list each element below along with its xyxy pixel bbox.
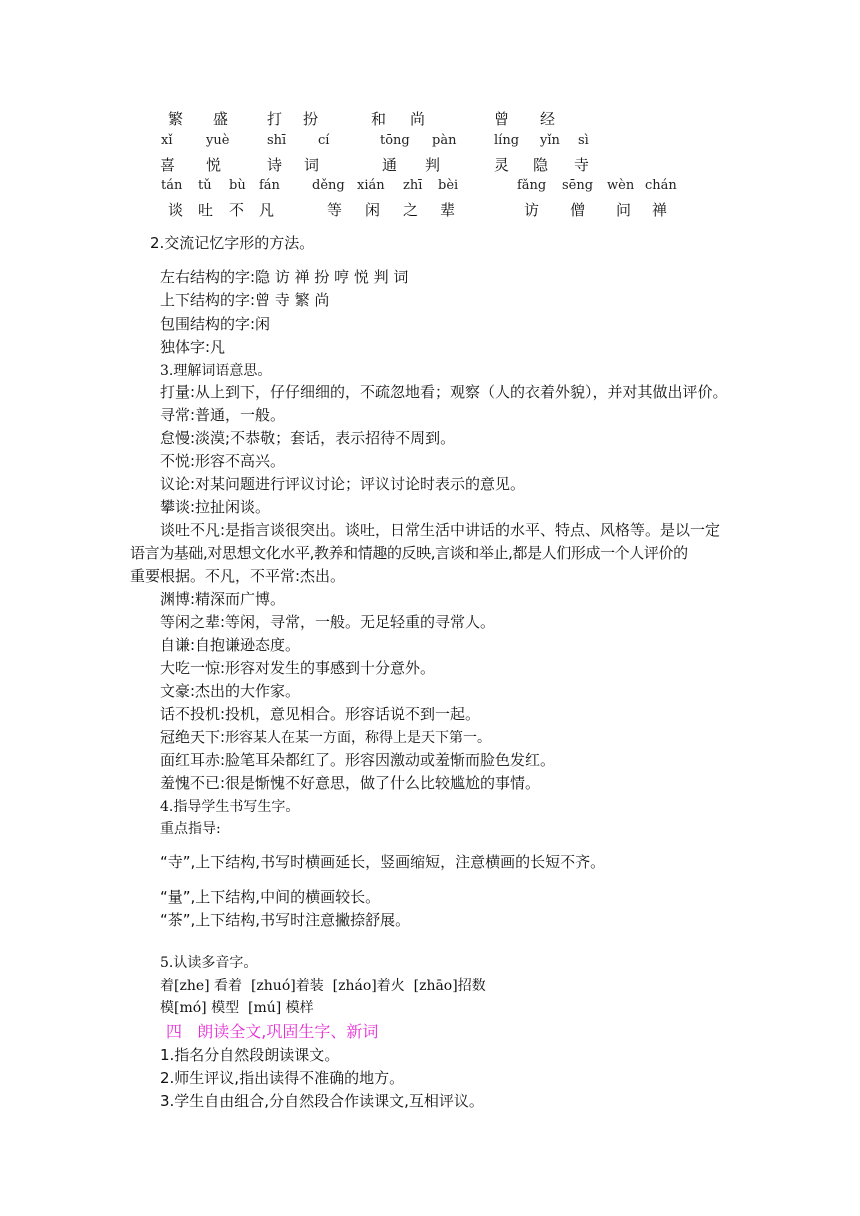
vocab-hanzi: 之 [403,201,419,219]
vocab-pinyin: pàn [432,133,457,148]
definition-term: 冠绝天下: [160,728,226,746]
vocab-hanzi: 隐 [533,156,549,174]
vocab-hanzi: 僧 [570,201,586,219]
reading-step: 2.师生评议,指出读得不准确的地方。 [160,1069,405,1087]
definition-item: 怠慢:淡漠;不恭敬；套话，表示招待不周到。 [160,429,456,447]
structure-line-enclosed: 包围结构的字:闲 [160,315,271,333]
definition-item: 议论:对某问题进行评议讨论；评议讨论时表示的意见。 [160,475,526,493]
vocab-hanzi: 等 [327,201,343,219]
structure-line-top-bottom: 上下结构的字:曾 寺 繁 尚 [160,291,330,309]
vocab-hanzi: 问 [616,201,632,219]
polyphone-line: 模[mó] 模型 [mú] 模样 [160,1000,314,1016]
writing-guide-item: “茶”,上下结构,书写时注意撇捺舒展。 [160,911,411,929]
vocab-pinyin: chán [645,178,677,193]
part-four-title: 四 朗读全文,巩固生字、新词 [166,1022,379,1041]
definition-item: 羞愧不已:很是惭愧不好意思，做了什么比较尴尬的事情。 [160,774,541,792]
vocab-hanzi: 灵 [494,156,510,174]
definition-item [160,727,491,748]
structure-line-left-right: 左右结构的字:隐 访 禅 扮 哼 悦 判 词 [160,268,409,286]
vocab-pinyin: tǔ [198,178,212,193]
vocab-pinyin: líng [494,133,520,148]
vocab-hanzi: 和 [371,110,387,128]
definition-item: 寻常:普通，一般。 [160,406,286,424]
vocab-hanzi: 繁 [168,110,184,128]
vocab-hanzi: 悦 [206,156,222,174]
definition-item: 等闲之辈:等闲，寻常，一般。无足轻重的寻常人。 [160,613,496,631]
structure-line-single: 独体字:凡 [160,338,226,356]
vocab-pinyin: cí [318,133,330,148]
vocab-hanzi: 闲 [365,201,381,219]
definition-item: 渊博:精深而广博。 [160,590,286,608]
vocab-pinyin: fǎng [517,178,547,193]
reading-step: 1.指名分自然段朗读课文。 [160,1046,340,1064]
vocab-hanzi: 不 [229,201,245,219]
vocab-hanzi: 通 [382,156,398,174]
vocab-hanzi: 打 [267,110,283,128]
vocab-hanzi: 吐 [198,201,214,219]
vocab-pinyin: sì [578,133,589,148]
vocab-pinyin: děng [312,178,345,193]
writing-guide-item: “量”,上下结构,中间的横画较长。 [160,888,381,906]
section2-heading: 2.交流记忆字形的方法。 [150,234,315,252]
vocab-hanzi: 辈 [440,201,456,219]
section4-subheading: 重点指导: [160,821,221,837]
vocab-hanzi: 曾 [494,110,510,128]
vocab-hanzi: 盛 [213,110,229,128]
vocab-hanzi: 诗 [267,156,283,174]
definition-text: 形容某人在某一方面，称得上是天下第一。 [225,730,492,746]
definition-item: 不悦:形容不高兴。 [160,452,286,470]
vocab-pinyin: tán [161,178,183,193]
definition-paragraph-line: 谈吐不凡:是指言谈很突出。谈吐，日常生活中讲话的水平、特点、风格等。是以一定 [160,521,721,539]
vocab-pinyin: yuè [206,133,230,148]
vocab-pinyin: fán [259,178,280,193]
vocab-pinyin: bù [229,178,246,193]
vocab-pinyin: wèn [607,178,635,193]
definition-item: 自谦:自抱谦逊态度。 [160,636,301,654]
definition-item: 话不投机:投机，意见相合。形容话说不到一起。 [160,705,481,723]
vocab-pinyin: xián [357,178,385,193]
vocab-pinyin: xǐ [161,133,173,148]
definition-item: 攀谈:拉扯闲谈。 [160,498,271,516]
vocab-pinyin: yǐn [540,133,560,148]
vocab-hanzi: 扮 [303,110,319,128]
polyphone-line: 着[zhe] 看着 [zhuó]着装 [zháo]着火 [zhāo]招数 [160,978,486,994]
vocab-pinyin: zhī [403,178,423,193]
vocab-hanzi: 禅 [652,201,668,219]
vocab-hanzi: 访 [524,201,540,219]
reading-step: 3.学生自由组合,分自然段合作读课文,互相评议。 [160,1092,484,1110]
vocab-pinyin: bèi [438,178,459,193]
vocab-pinyin: tōng [380,133,410,148]
vocab-pinyin: shī [267,133,287,148]
section4-heading: 4.指导学生书写生字。 [160,799,300,815]
vocab-hanzi: 凡 [259,201,275,219]
definition-paragraph-line: 语言为基础,对思想文化水平,教养和情趣的反映,言谈和举止,都是人们形成一个人评价的 [130,544,688,562]
vocab-hanzi: 词 [304,156,320,174]
section3-heading: 3.理解词语意思。 [160,363,272,379]
vocab-hanzi: 经 [540,110,556,128]
definition-item: 面红耳赤:脸笔耳朵都红了。形容因激动或羞惭而脸色发红。 [160,751,556,769]
definition-item: 打量:从上到下，仔仔细细的，不疏忽地看；观察（人的衣着外貌），并对其做出评价。 [160,383,728,401]
vocab-pinyin: sēng [562,178,594,193]
vocab-hanzi: 喜 [160,156,176,174]
definition-item: 文豪:杰出的大作家。 [160,682,301,700]
vocab-hanzi: 判 [425,156,441,174]
definition-item: 大吃一惊:形容对发生的事感到十分意外。 [160,659,436,677]
vocab-hanzi: 谈 [168,201,184,219]
section5-heading: 5.认读多音字。 [160,955,258,971]
writing-guide-item: “寺”,上下结构,书写时横画延长，竖画缩短，注意横画的长短不齐。 [160,853,606,871]
vocab-hanzi: 尚 [410,110,426,128]
definition-paragraph-line: 重要根据。不凡，不平常:杰出。 [130,567,346,585]
vocab-hanzi: 寺 [574,156,590,174]
